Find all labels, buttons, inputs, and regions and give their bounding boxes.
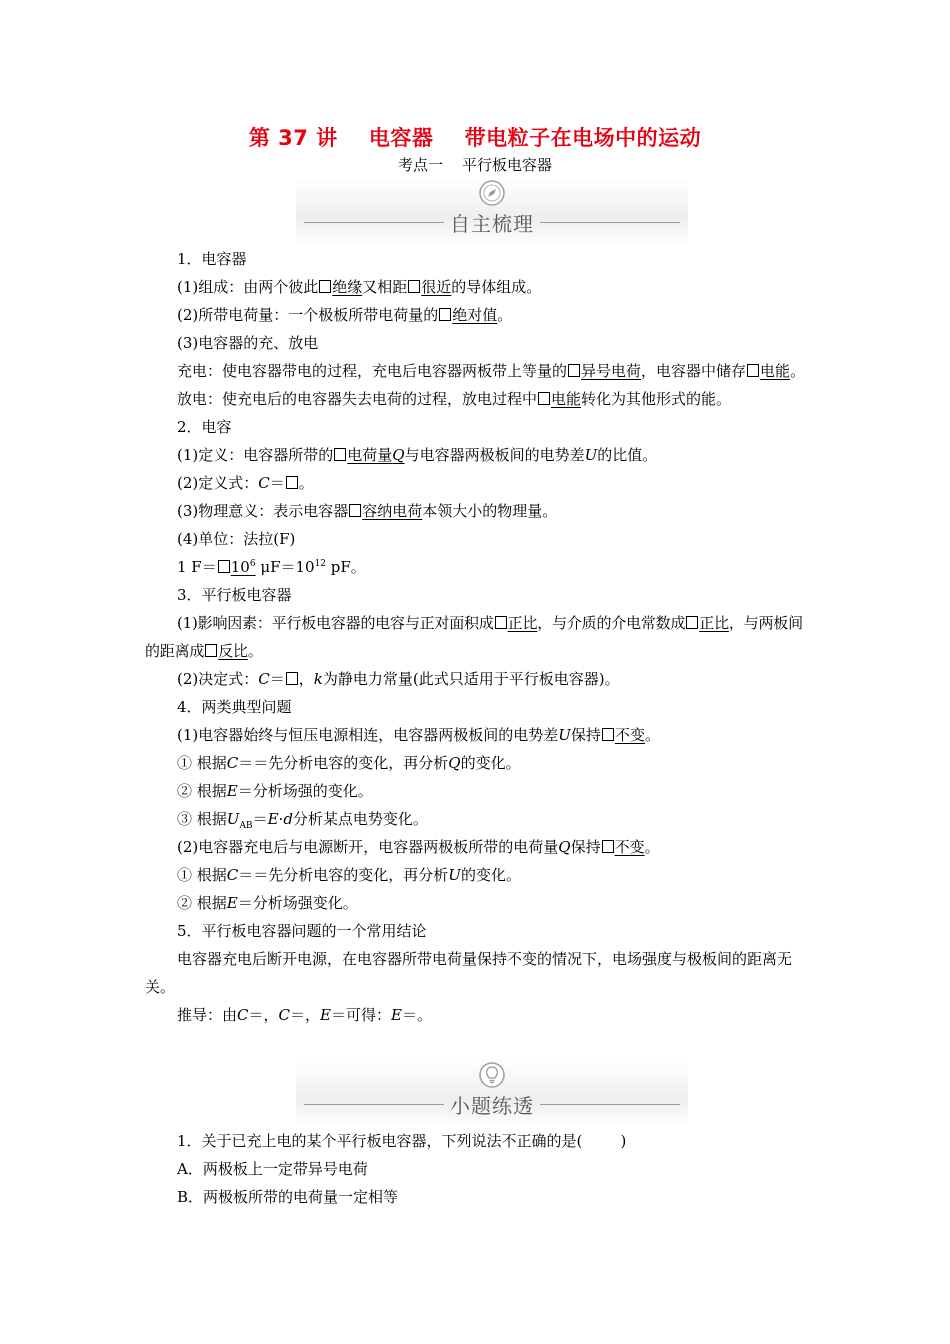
case2-step2: ② 根据E＝分析场强变化。 bbox=[177, 894, 358, 912]
formula-line: (2)定义式：C＝ 。 bbox=[177, 474, 314, 492]
conclusion-text: 电容器充电后断开电源，在电容器所带电荷量保持不变的情况下，电场强度与极板间的距离无关。 bbox=[145, 950, 793, 996]
case1-line: (1)电容器始终与恒压电源相连，电容器两极板间的电势差U保持 不变。 bbox=[177, 726, 660, 744]
charge-line: (2)所带电荷量：一个极板所带电荷量的 绝对值。 bbox=[177, 306, 513, 324]
section-4-title: 4．两类典型问题 bbox=[177, 698, 292, 716]
question-1-option-b: B．两极板所带的电荷量一定相等 bbox=[177, 1188, 399, 1206]
page-title: 第 37 讲 电容器 带电粒子在电场中的运动 bbox=[248, 126, 702, 150]
question-1-stem: 1．关于已充上电的某个平行板电容器，下列说法不正确的是( ) bbox=[177, 1132, 627, 1150]
case1-step3: ③ 根据$U_{AB}=E\cdot d$分析某点电势变化。 bbox=[177, 810, 428, 831]
practice-banner bbox=[296, 1058, 688, 1128]
definition-line: (1)定义：电容器所带的 电荷量Q与电容器两极板间的电势差U的比值。 bbox=[177, 446, 658, 464]
case1-step2: ② 根据E＝分析场强的变化。 bbox=[177, 782, 373, 800]
practice-label: 小题练透 bbox=[450, 1094, 534, 1118]
discharging-process: 放电：使充电后的电容器失去电荷的过程，放电过程中 电能转化为其他形式的能。 bbox=[177, 390, 732, 408]
self-review-label: 自主梳理 bbox=[450, 212, 534, 236]
question-1-option-a: A．两极板上一定带异号电荷 bbox=[177, 1160, 368, 1178]
lightbulb-icon bbox=[477, 1060, 507, 1090]
case1-step1: ① 根据C＝＝先分析电容的变化，再分析Q的变化。 bbox=[177, 754, 521, 772]
compass-icon bbox=[477, 178, 507, 208]
meaning-line: (3)物理意义：表示电容器 容纳电荷本领大小的物理量。 bbox=[177, 502, 558, 520]
section-5-title: 5．平行板电容器问题的一个常用结论 bbox=[177, 922, 427, 940]
self-review-content bbox=[145, 245, 815, 1029]
section-3-title: 3．平行板电容器 bbox=[177, 586, 292, 604]
charging-process: 充电：使电容器带电的过程，充电后电容器两板带上等量的 异号电荷，电容器中储存 电能。 bbox=[177, 362, 806, 380]
case2-step1: ① 根据C＝＝先分析电容的变化，再分析U的变化。 bbox=[177, 866, 521, 884]
unit-line: (4)单位：法拉(F) bbox=[177, 530, 296, 548]
practice-content bbox=[145, 1127, 815, 1211]
section-subtitle: 考点一 平行板电容器 bbox=[397, 156, 553, 174]
section-1-title: 1．电容器 bbox=[177, 250, 247, 268]
section-2-title: 2．电容 bbox=[177, 418, 232, 436]
self-review-banner bbox=[296, 176, 688, 246]
factors-line: (1)影响因素：平行板电容器的电容与正对面积成 正比，与介质的介电常数成 正比，与两板间的距离成 反比。 bbox=[145, 614, 803, 660]
charging-title: (3)电容器的充、放电 bbox=[177, 334, 319, 352]
derivation-line: 推导：由C＝，C＝，E＝可得：E＝。 bbox=[177, 1006, 432, 1024]
conversion-line: 1 $F= 10^6$ $\mu F=10^{12}$ pF。 bbox=[177, 558, 366, 576]
case2-line: (2)电容器充电后与电源断开，电容器两极板所带的电荷量Q保持 不变。 bbox=[177, 838, 660, 856]
decide-line: (2)决定式：C＝ ，k为静电力常量(此式只适用于平行板电容器)。 bbox=[177, 670, 620, 688]
composition-line: (1)组成：由两个彼此 绝缘又相距 很近的导体组成。 bbox=[177, 278, 542, 296]
